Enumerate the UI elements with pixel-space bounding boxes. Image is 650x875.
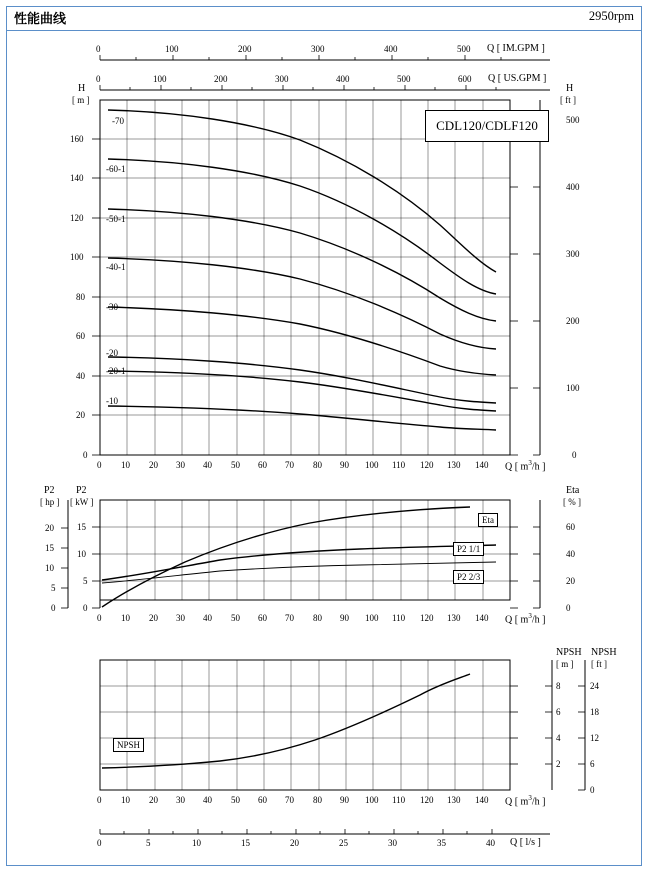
q1-tick-10: 10 [121,460,130,470]
hft-tick-200: 200 [566,316,580,326]
hp-tick-20: 20 [45,523,54,533]
q1-tick-110: 110 [392,460,406,470]
q3-tick-70: 70 [285,795,294,805]
kw-tick-5: 5 [83,576,88,586]
qls-tick-20: 20 [290,838,299,848]
q2-tick-70: 70 [285,613,294,623]
axis-unit-p2-hp: [ hp ] [40,497,60,507]
us-gpm-tick-0: 0 [96,74,101,84]
qls-tick-30: 30 [388,838,397,848]
npshm-tick-6: 6 [556,707,561,717]
curve-label-70: -70 [112,116,124,126]
us-gpm-tick-100: 100 [153,74,167,84]
axis-title-h-m: H [78,83,86,94]
curve-label-20: -20 [106,348,118,358]
rpm-label: 2950rpm [588,9,634,23]
curve-label-20-1: -20-1 [106,366,126,376]
q3-tick-60: 60 [258,795,267,805]
q2-tick-130: 130 [447,613,461,623]
us-gpm-tick-500: 500 [397,74,411,84]
q1-tick-40: 40 [203,460,212,470]
curve-label-40-1: -40-1 [106,262,126,272]
q1-tick-50: 50 [231,460,240,470]
curve-label-60-1: -60-1 [106,164,126,174]
q1-tick-140: 140 [475,460,489,470]
kw-tick-10: 10 [77,549,86,559]
eta-curve-label: Eta [478,513,498,527]
hft-tick-0: 0 [572,450,577,460]
hft-tick-100: 100 [566,383,580,393]
qls-tick-0: 0 [97,838,102,848]
hft-tick-400: 400 [566,182,580,192]
q2-tick-10: 10 [121,613,130,623]
q1-tick-100: 100 [365,460,379,470]
axis-unit-eta: [ % ] [563,497,581,507]
p2-full-label: P2 1/1 [453,542,484,556]
h-tick-100: 100 [70,252,84,262]
curve-label-30: -30 [106,302,118,312]
axis-title-h-ft: H [566,83,574,94]
eta-tick-60: 60 [566,522,575,532]
q1-tick-90: 90 [340,460,349,470]
q3-tick-50: 50 [231,795,240,805]
q2-tick-40: 40 [203,613,212,623]
axis-title-q-m3h-2: Q [ $m^3/h$ ] [505,612,546,626]
curve-label-10: -10 [106,396,118,406]
hp-tick-5: 5 [51,583,56,593]
axis-title-q-ls: Q [ l/s ] [510,837,541,848]
us-gpm-tick-200: 200 [214,74,228,84]
npsh-curve-label: NPSH [113,738,144,752]
axis-title-us-gpm: Q [ US.GPM ] [488,73,547,84]
npshft-tick-12: 12 [590,733,599,743]
axis-title-eta: Eta [566,485,580,496]
q1-tick-130: 130 [447,460,461,470]
power-eta-curves [102,507,496,607]
hp-tick-0: 0 [51,603,56,613]
us-gpm-tick-400: 400 [336,74,350,84]
head-curves [108,110,496,430]
q3-tick-0: 0 [97,795,102,805]
qls-tick-10: 10 [192,838,201,848]
eta-tick-20: 20 [566,576,575,586]
npshft-tick-24: 24 [590,681,599,691]
qls-tick-40: 40 [486,838,495,848]
h-tick-20: 20 [76,410,85,420]
q3-tick-10: 10 [121,795,130,805]
hft-tick-300: 300 [566,249,580,259]
axis-title-im-gpm: Q [ IM.GPM ] [487,43,545,54]
axis-unit-h-ft: [ ft ] [560,95,576,105]
axis-title-p2-hp: P2 [44,485,55,496]
eta-tick-40: 40 [566,549,575,559]
h-tick-60: 60 [76,331,85,341]
q3-tick-30: 30 [176,795,185,805]
npshft-tick-18: 18 [590,707,599,717]
q1-tick-70: 70 [285,460,294,470]
q3-tick-100: 100 [365,795,379,805]
q1-tick-60: 60 [258,460,267,470]
chart-npsh-plot [100,660,585,790]
q3-tick-20: 20 [149,795,158,805]
q3-tick-140: 140 [475,795,489,805]
q1-tick-80: 80 [313,460,322,470]
qls-tick-15: 15 [241,838,250,848]
axis-title-npsh-ft: NPSH [591,647,617,658]
h-tick-80: 80 [76,292,85,302]
us-gpm-tick-300: 300 [275,74,289,84]
npshft-tick-6: 6 [590,759,595,769]
q1-tick-20: 20 [149,460,158,470]
im-gpm-tick-0: 0 [96,44,101,54]
im-gpm-tick-500: 500 [457,44,471,54]
page-title: 性能曲线 [14,11,67,26]
p2-two-thirds-label: P2 2/3 [453,570,484,584]
curve-label-50-1: -50-1 [106,214,126,224]
q3-tick-80: 80 [313,795,322,805]
im-gpm-tick-200: 200 [238,44,252,54]
hp-tick-10: 10 [45,563,54,573]
h-tick-120: 120 [70,213,84,223]
npshm-tick-2: 2 [556,759,561,769]
kw-tick-15: 15 [77,522,86,532]
eta-tick-0: 0 [566,603,571,613]
q2-tick-120: 120 [420,613,434,623]
im-gpm-tick-400: 400 [384,44,398,54]
q3-tick-40: 40 [203,795,212,805]
hp-tick-15: 15 [45,543,54,553]
axis-unit-npsh-ft: [ ft ] [591,659,607,669]
h-tick-0: 0 [83,450,88,460]
q3-tick-130: 130 [447,795,461,805]
q2-tick-20: 20 [149,613,158,623]
q2-tick-50: 50 [231,613,240,623]
q2-tick-110: 110 [392,613,406,623]
axis-q-ls [100,829,550,834]
q1-tick-30: 30 [176,460,185,470]
npshm-tick-8: 8 [556,681,561,691]
q1-tick-0: 0 [97,460,102,470]
q3-tick-120: 120 [420,795,434,805]
q2-tick-30: 30 [176,613,185,623]
q2-tick-0: 0 [97,613,102,623]
axis-unit-h-m: [ m ] [72,95,90,105]
q2-tick-90: 90 [340,613,349,623]
axis-unit-p2-kw: [ kW ] [70,497,94,507]
qls-tick-35: 35 [437,838,446,848]
axis-title-q-m3h-3: Q [ $m^3/h$ ] [505,794,546,808]
h-tick-160: 160 [70,134,84,144]
qls-tick-5: 5 [146,838,151,848]
axis-im-gpm [100,55,550,60]
hft-tick-500: 500 [566,115,580,125]
npshm-tick-4: 4 [556,733,561,743]
im-gpm-tick-300: 300 [311,44,325,54]
h-tick-140: 140 [70,173,84,183]
q2-tick-60: 60 [258,613,267,623]
npsh-curve [102,674,470,768]
q3-tick-110: 110 [392,795,406,805]
model-label-box: CDL120/CDLF120 [425,110,549,142]
axis-title-p2-kw: P2 [76,485,87,496]
im-gpm-tick-100: 100 [165,44,179,54]
q1-tick-120: 120 [420,460,434,470]
q3-tick-90: 90 [340,795,349,805]
npshft-tick-0: 0 [590,785,595,795]
axis-title-npsh-m: NPSH [556,647,582,658]
axis-unit-npsh-m: [ m ] [556,659,574,669]
q2-tick-80: 80 [313,613,322,623]
q2-tick-100: 100 [365,613,379,623]
qls-tick-25: 25 [339,838,348,848]
q2-tick-140: 140 [475,613,489,623]
h-tick-40: 40 [76,371,85,381]
axis-title-q-m3h-1: Q [ $m^3/h$ ] [505,459,546,473]
axis-us-gpm [100,85,550,90]
us-gpm-tick-600: 600 [458,74,472,84]
kw-tick-0: 0 [83,603,88,613]
